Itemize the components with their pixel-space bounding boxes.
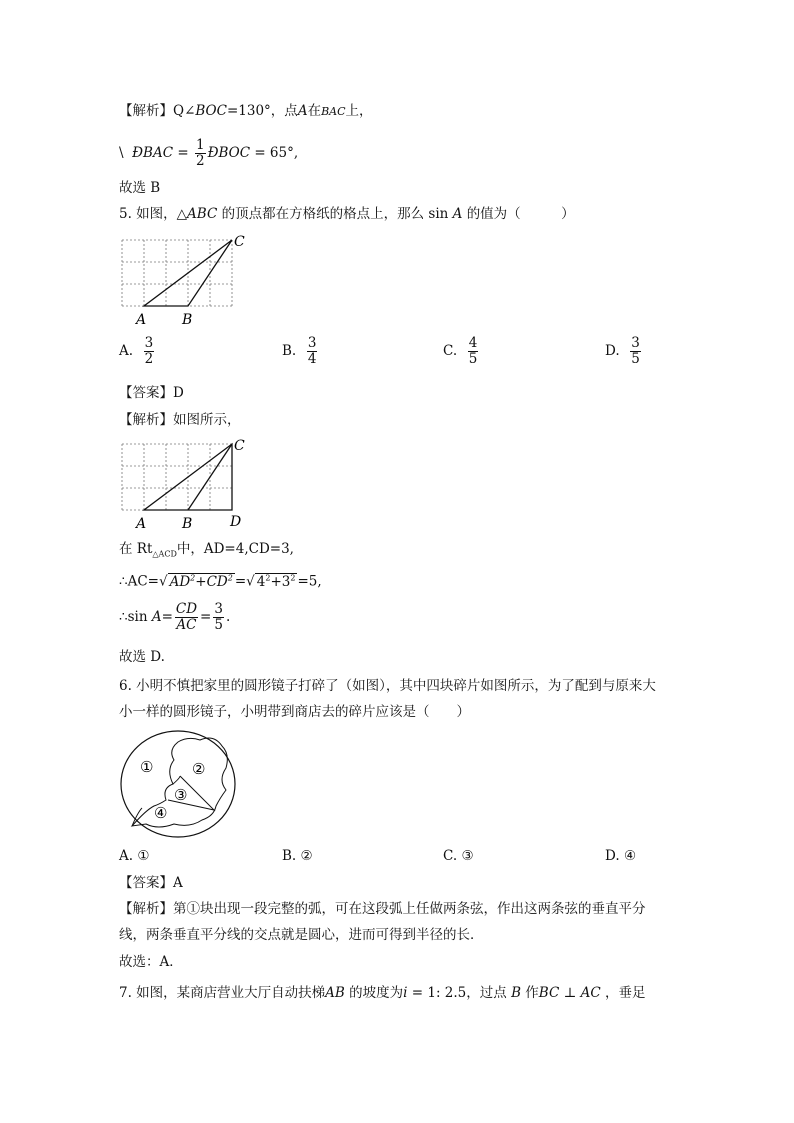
label-c: C [234,438,245,454]
q5-grid-figure [118,232,258,328]
fragment-4-label: ④ [154,804,168,822]
q5-analysis-figure [118,436,258,532]
q5-option-c[interactable]: C. $\frac{4}{5}$ [443,335,478,367]
fragment-3-label: ③ [174,786,188,804]
fraction-half: $\frac{1}{2}$ [195,137,205,169]
label-a: A [136,312,147,328]
q6-analysis-1: 【解析】第①块出现一段完整的弧，可在这段弧上任做两条弦，作出这两条弦的垂直平分 [119,901,646,917]
analysis-line-2: \ ÐBAC = $\frac{1}{2}$ ÐBOC = 65°, [119,137,299,169]
label-a: A [136,516,147,532]
q6-option-c[interactable]: C. ③ [443,848,474,864]
q5-option-d[interactable]: D. $\frac{3}{5}$ [605,335,640,367]
q5-answer: 【答案】D [119,385,184,401]
label-b: B [182,312,193,328]
choose-b: 故选 B [119,180,161,196]
label-d: D [230,514,242,530]
q5-step-1: 在 $Rt_{\triangle ACD}$中，AD=4,CD=3, [119,541,294,559]
label-b: B [182,516,193,532]
q5-step-2: ∴AC=√ $AD^2+CD^2$ =√ $4^2+3^2 =5$, [119,573,322,590]
q6-mirror-figure [118,728,242,840]
q5-choose: 故选 D. [119,649,165,665]
q6-choose: 故选：A． [119,954,183,970]
q5-analysis: 【解析】如图所示， [119,412,241,428]
fragment-1-label: ① [140,758,154,776]
q6-answer: 【答案】A [119,875,183,891]
q6-analysis-2: 线，两条垂直平分线的交点就是圆心，进而可得到半径的长． [119,927,484,943]
fragment-2-label: ② [192,760,206,778]
q5-option-b[interactable]: B. $\frac{3}{4}$ [282,335,317,367]
analysis-line-1: 【解析】Q∠BOC=130°，点A在BAC上， [119,103,373,119]
q5-step-3: ∴sin A= $\frac{CD}{AC}$ = $\frac{3}{5}$ . [119,601,231,633]
q5-option-a[interactable]: A. $\frac{3}{2}$ [119,335,154,367]
q6-option-b[interactable]: B. ② [282,848,313,864]
q7-stem: 7. 如图，某商店营业大厅自动扶梯AB 的坡度为i = 1: 2.5，过点 B 作BC ⊥ AC ，垂足 [119,985,646,1001]
q6-option-d[interactable]: D. ④ [605,848,637,864]
label-c: C [234,234,245,250]
q5-stem: 5. 如图，△ABC 的顶点都在方格纸的格点上，那么 sin A 的值为（ ） [119,206,575,222]
q6-stem-2: 小一样的圆形镜子，小明带到商店去的碎片应该是（ ） [119,704,470,720]
q6-option-a[interactable]: A. ① [119,848,150,864]
q6-stem-1: 6. 小明不慎把家里的圆形镜子打碎了（如图），其中四块碎片如图所示，为了配到与原来大 [119,678,656,694]
